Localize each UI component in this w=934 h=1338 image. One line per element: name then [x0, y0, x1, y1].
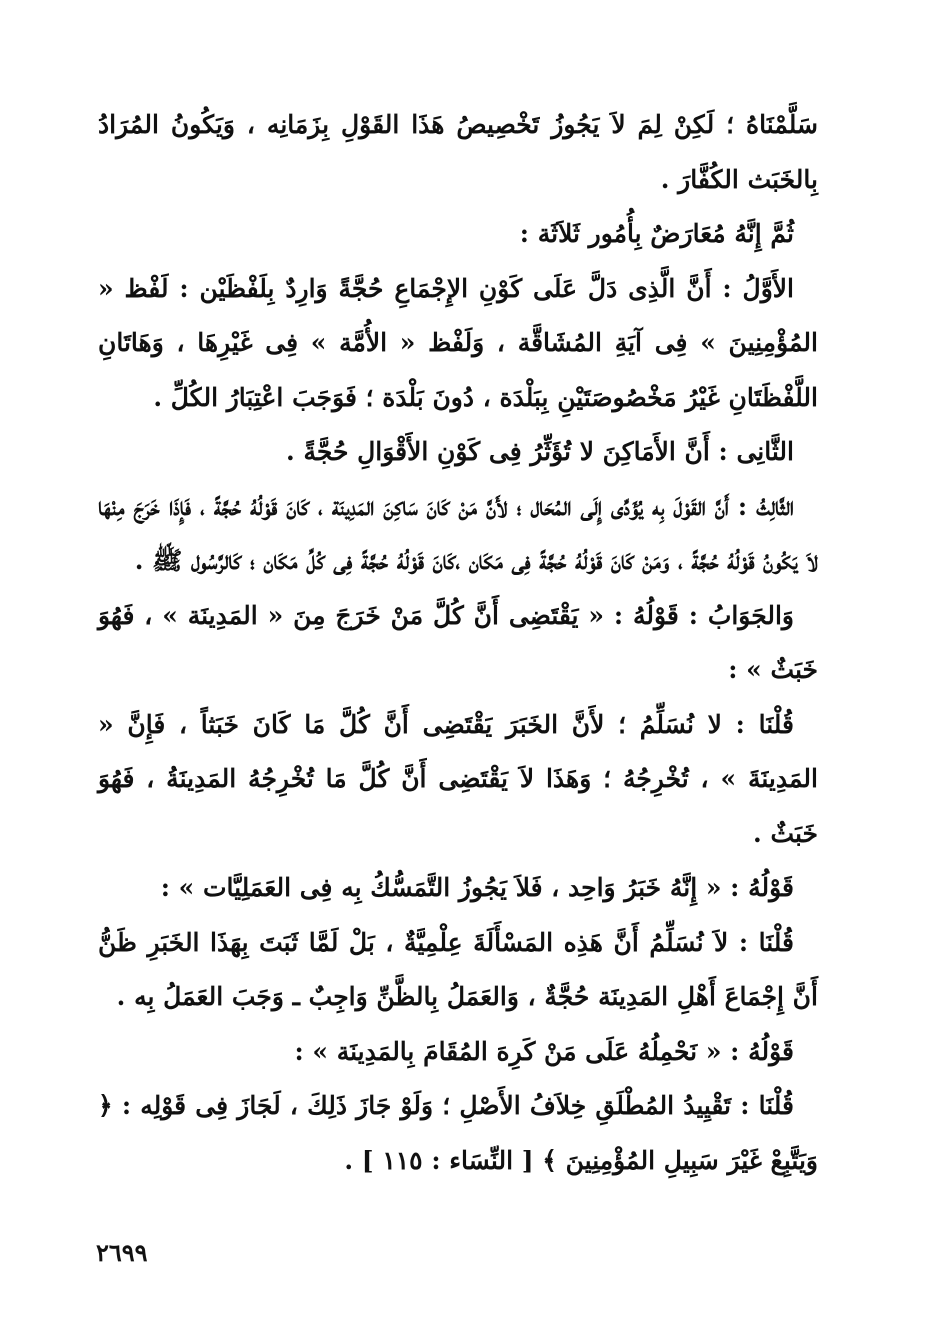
paragraph-continuation: سَلَّمْنَاهُ ؛ لَكِنْ لِمَ لاَ يَجُوزُ تَخْصِيصُ هَذَا القَوْلِ بِزَمَانِه ، وَيَكُونُ المُرَادُ بِالخَبَث الكُفَّارَ . — [98, 110, 818, 194]
paragraph-answer: وَالجَوَابُ : قَوْلُهُ : « يَقْتَضِى أَنَّ كُلَّ مَنْ خَرَجَ مِنَ « المَدِينَة » ، فَهُوَ خَبَثٌ » : — [98, 600, 818, 684]
body-text — [98, 98, 818, 1188]
page-number: ٢٦٩٩ — [96, 1238, 148, 1267]
paragraph-reply-2: قُلْنَا : لاَ نُسَلِّمُ أَنَّ هَذِه المَسْأَلَةَ عِلْمِيَّةٌ ، بَلْ لَمَّا ثَبَتَ بِهَذَا الخَبَرِ ظَنُّ أَنَّ إِجْمَاعَ أَهْلِ المَدِينَة حُجَّةٌ ، وَالعَمَلُ بِالظَّنِّ وَاجِبٌ ـ وَجَبَ العَمَلُ بِه . — [98, 927, 818, 1011]
paragraph-objections-intro: ثُمَّ إِنَّهُ مُعَارَضٌ بِأُمُور ثَلاَثَة : — [519, 219, 794, 248]
paragraph-first-objection: الأَوَّلُ : أَنَّ الَّذِى دَلَّ عَلَى كَوْنِ الإِجْمَاعِ حُجَّةً وَارِدٌ بِلَفْظَيْن : لَفْظ « المُؤْمِنِينَ » فِى آيَةِ المُشَاقَّة ، وَلَفْظ « الأُمَّة » فِى غَيْرِهَا ، وَهَاتَانِ اللَّفْظَتَانِ غَيْرُ مَخْصُوصَتَيْنِ بِبَلْدَة ، دُونَ بَلْدَة ؛ فَوَجَبَ اعْتِبَارُ الكُلِّ . — [98, 273, 818, 412]
paragraph-reply-1: قُلْنَا : لا نُسَلِّمُ ؛ لأَنَّ الخَبَرَ يَقْتَضِى أَنَّ كُلَّ مَا كَانَ خَبَثاً ، فَإِنَّ « المَدِينَةَ » ، تُخْرِجُهُ ؛ وَهَذَا لاَ يَقْتَضِى أَنَّ كُلَّ مَا تُخْرِجُهُ المَدِينَةُ ، فَهُوَ خَبَثٌ . — [98, 709, 818, 848]
paragraph-quote-2: قَوْلُهُ : « إِنَّهُ خَبَرُ وَاحِد ، فَلاَ يَجُوزُ التَّمَسُّكُ بِه فِى العَمَلِيَّات » : — [160, 873, 794, 902]
paragraph-second-objection: الثَّانِى : أَنَّ الأَمَاكِنَ لا تُؤَثِّرُ فِى كَوْنِ الأَقْوَالِ حُجَّةً . — [286, 437, 794, 466]
paragraph-reply-3: قُلْنَا : تَقْيِيدُ المُطْلَقِ خِلاَفُ الأَصْلِ ؛ وَلَوْ جَازَ ذَلِكَ ، لَجَازَ فِى قَوْلِه : ﴿ وَيَتَّبِعْ غَيْرَ سَبِيلِ المُؤْمِنِينَ ﴾ [ النِّسَاء : ١١٥ ] . — [98, 1091, 818, 1175]
paragraph-third-objection: الثَّالِثُ : أَنَّ القَوْلَ بِه يُؤَدِّى إِلَى المُحَال ؛ لأَنَّ مَنْ كَانَ سَاكِنَ المَدِينَة ، كَانَ قَوْلُهُ حُجَّةً ، فَإِذَا خَرَجَ مِنْهَا لاَ يَكُونُ قَوْلُهُ حُجَّةً ، وَمَنْ كَانَ قَوْلُهُ حُجَّةً فِى مَكَان ،كَانَ قَوْلُهُ حُجَّةً فِى كُلِّ مَكَان ؛ كَالرَّسُول ﷺ . — [98, 491, 818, 575]
paragraph-quote-3: قَوْلُهُ : « نَحْمِلُهُ عَلَى مَنْ كَرِهَ المُقَامَ بِالمَدِينَة » : — [294, 1036, 794, 1066]
